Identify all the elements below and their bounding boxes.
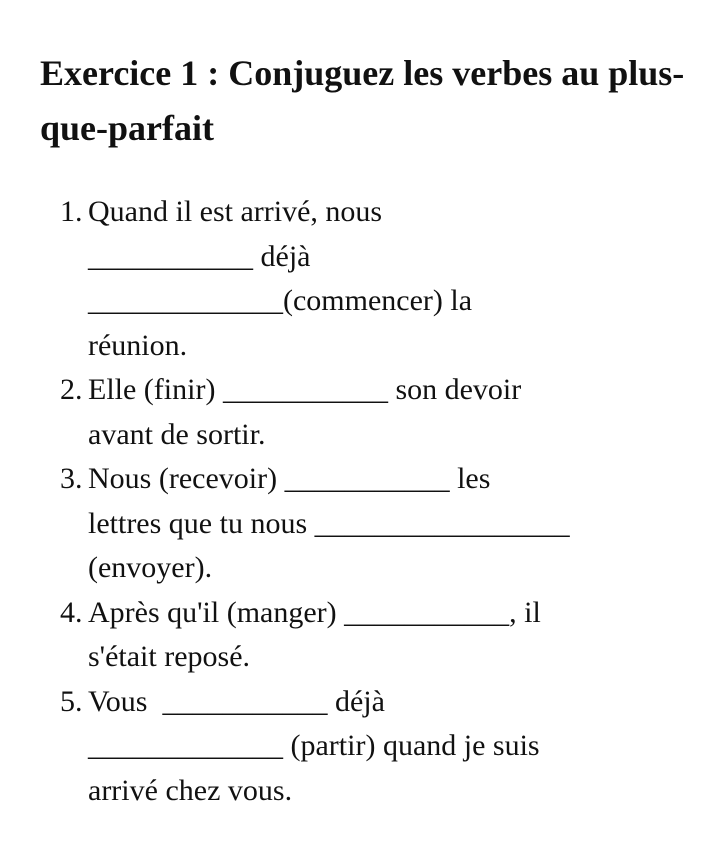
item-line: (envoyer).	[88, 551, 213, 584]
item-number: 5.	[60, 684, 83, 718]
item-line: Elle (finir) ___________ son devoir	[88, 373, 522, 406]
item-line: arrivé chez vous.	[88, 773, 293, 807]
item-line: ___________ déjà	[88, 239, 311, 273]
exercise-item-5	[60, 680, 570, 814]
item-number: 1.	[60, 195, 83, 228]
item-line: _____________(commencer) la	[88, 284, 473, 317]
item-line: Quand il est arrivé, nous	[88, 195, 383, 228]
item-line: _____________ (partir) quand je suis	[88, 729, 540, 762]
item-number: 2.	[60, 373, 83, 406]
exercise-item-2	[60, 368, 570, 457]
item-line: Après qu'il (manger) ___________, il	[88, 595, 541, 629]
item-line: Nous (recevoir) ___________ les	[88, 462, 491, 495]
exercise-item-1	[60, 190, 570, 368]
item-line: lettres que tu nous _________________	[88, 506, 570, 540]
item-line: Vous ___________ déjà	[88, 684, 385, 718]
exercise-list	[60, 190, 570, 813]
item-line: réunion.	[88, 328, 188, 362]
item-line: s'était reposé.	[88, 640, 251, 673]
item-number: 4.	[60, 595, 83, 629]
item-number: 3.	[60, 462, 83, 495]
exercise-item-3	[60, 457, 570, 591]
exercise-title: Exercice 1 : Conjuguez les verbes au plus-que-parfait	[40, 53, 685, 148]
item-line: avant de sortir.	[88, 417, 266, 451]
exercise-item-4	[60, 591, 570, 680]
